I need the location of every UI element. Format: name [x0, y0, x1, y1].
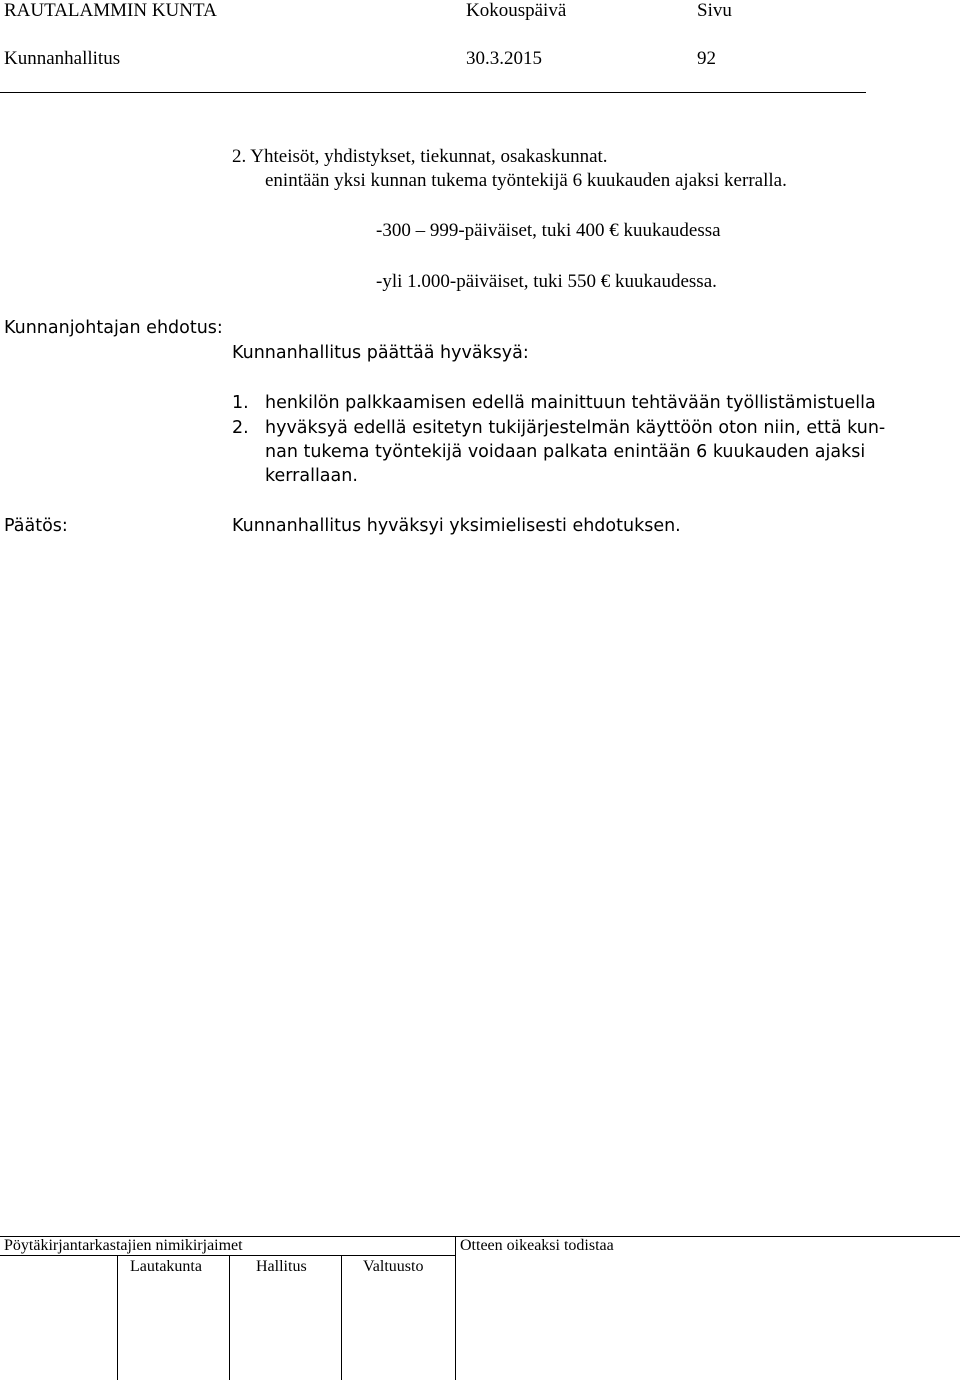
- column-valtuusto: Valtuusto: [363, 1258, 424, 1275]
- support-rate-2: -yli 1.000-päiväiset, tuki 550 € kuukaudessa.: [376, 271, 717, 292]
- proposal-item-2-line-3: kerrallaan.: [265, 466, 358, 486]
- municipality-name: RAUTALAMMIN KUNTA: [4, 0, 217, 21]
- proposal-item-1-text: henkilön palkkaamisen edellä mainittuun tehtävään työllistämistuella: [265, 393, 876, 413]
- item2-detail: enintään yksi kunnan tukema työntekijä 6 kuukauden ajaksi kerralla.: [265, 170, 787, 191]
- initials-label: Pöytäkirjantarkastajien nimikirjaimet: [4, 1237, 243, 1254]
- signature-footer: [0, 1236, 960, 1380]
- column-hallitus: Hallitus: [256, 1258, 307, 1275]
- governing-body: Kunnanhallitus: [4, 48, 121, 69]
- meeting-date-label: Kokouspäivä: [466, 0, 567, 21]
- item2-heading: 2. Yhteisöt, yhdistykset, tiekunnat, osakaskunnat.: [232, 146, 608, 167]
- page-number: 92: [697, 48, 716, 69]
- header-rule: [0, 92, 866, 93]
- footer-inner-rule: [0, 1255, 455, 1256]
- proposal-item-2-line-2: nan tukema työntekijä voidaan palkata enintään 6 kuukauden ajaksi: [265, 442, 866, 462]
- footer-col-divider-1: [117, 1255, 118, 1380]
- proposal-label: Kunnanjohtajan ehdotus:: [4, 318, 223, 338]
- meeting-date: 30.3.2015: [466, 48, 542, 69]
- proposal-item-2-number: 2.: [232, 418, 249, 438]
- decision-text: Kunnanhallitus hyväksyi yksimielisesti ehdotuksen.: [232, 516, 681, 536]
- footer-col-divider-3: [341, 1255, 342, 1380]
- footer-col-divider-2: [229, 1255, 230, 1380]
- certified-label: Otteen oikeaksi todistaa: [460, 1237, 614, 1254]
- proposal-item-1-number: 1.: [232, 393, 249, 413]
- proposal-item-2-line-1: hyväksyä edellä esitetyn tukijärjestelmän käyttöön oton niin, että kun-: [265, 418, 886, 438]
- page-label: Sivu: [697, 0, 732, 21]
- column-lautakunta: Lautakunta: [130, 1258, 202, 1275]
- decision-label: Päätös:: [4, 516, 68, 536]
- proposal-intro: Kunnanhallitus päättää hyväksyä:: [232, 343, 529, 363]
- footer-section-divider: [455, 1236, 456, 1380]
- support-rate-1: -300 – 999-päiväiset, tuki 400 € kuukaudessa: [376, 220, 721, 241]
